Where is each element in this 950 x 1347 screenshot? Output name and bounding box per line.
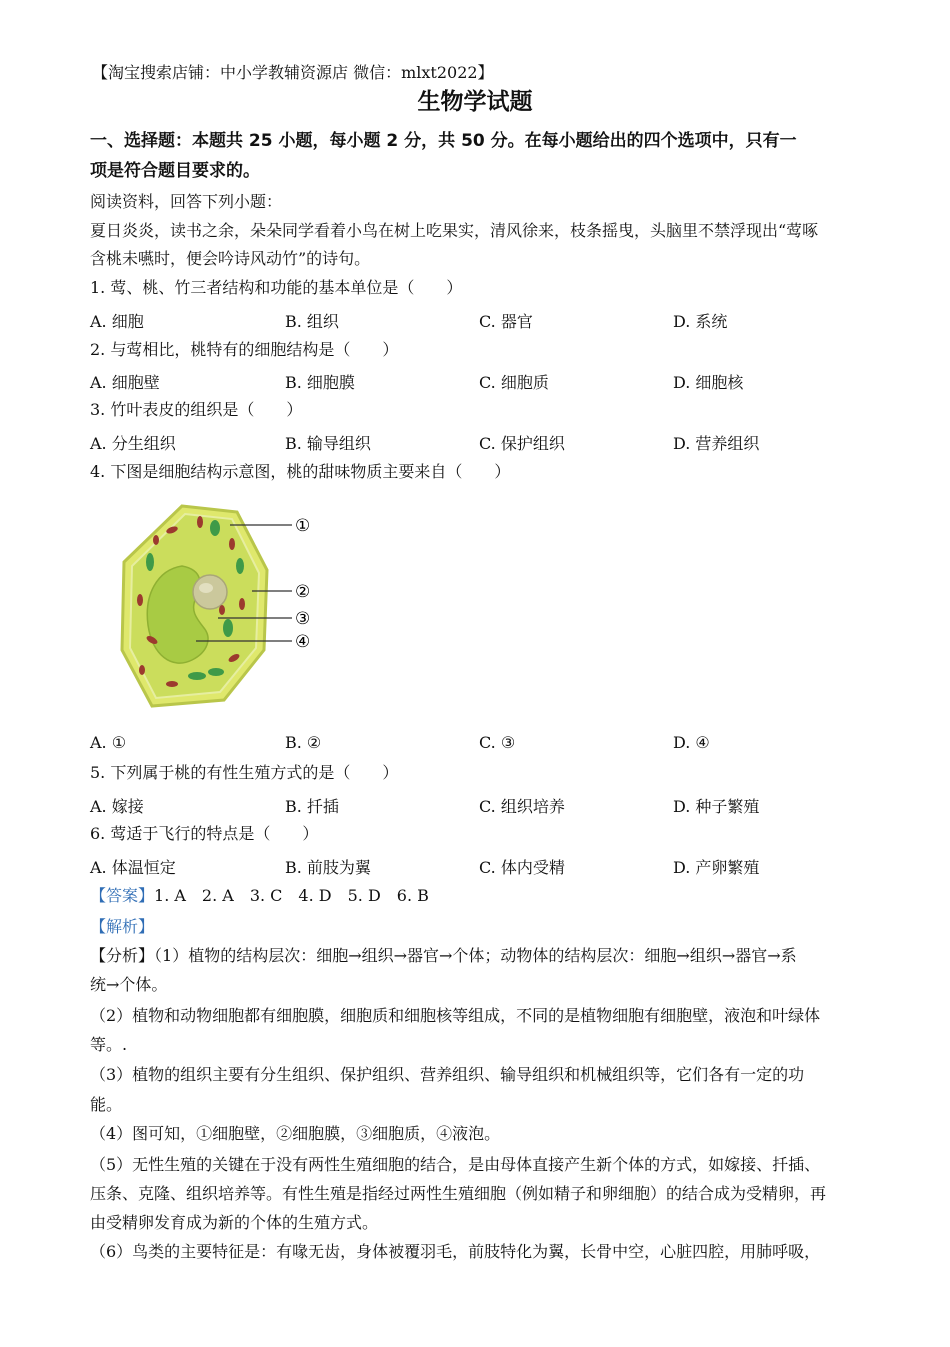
mitochondrion (139, 665, 145, 675)
option-c: C. 细胞质 (479, 373, 549, 392)
analysis-line: （6）鸟类的主要特征是：有喙无齿，身体被覆羽毛，前肢特化为翼，长骨中空，心脏四腔，用肺呼吸， (90, 1242, 821, 1261)
option-c: C. 组织培养 (479, 797, 565, 816)
option-b: B. 组织 (285, 312, 339, 331)
plant-cell-svg (112, 500, 322, 715)
option-b: B. 前肢为翼 (285, 858, 371, 877)
option-a: A. ① (90, 733, 127, 752)
figure-label-3: ③ (295, 609, 311, 629)
figure-label-2: ② (295, 582, 311, 602)
analysis-line: （2）植物和动物细胞都有细胞膜，细胞质和细胞核等组成，不同的是植物细胞有细胞壁，液泡和叶绿体 (90, 1006, 821, 1025)
option-c: C. 器官 (479, 312, 533, 331)
intro-line: 夏日炎炎，读书之余，朵朵同学看着小鸟在树上吃果实，清风徐来，枝条摇曳，头脑里不禁浮现出“莺啄 (90, 221, 819, 240)
mitochondrion (239, 598, 245, 610)
mitochondrion (153, 535, 159, 545)
option-d: D. 细胞核 (673, 373, 744, 392)
question-options-4 (90, 733, 870, 755)
answer-line (90, 886, 429, 906)
analysis-line: 等。. (90, 1035, 128, 1054)
answer-tag: 【答案】 (90, 886, 155, 905)
option-d: D. 产卵繁殖 (673, 858, 760, 877)
option-d: D. 系统 (673, 312, 728, 331)
question-options-2 (90, 370, 870, 392)
chloroplast (223, 619, 233, 637)
question-stem-1: 1. 莺、桃、竹三者结构和功能的基本单位是（ ） (90, 278, 463, 297)
mitochondrion (197, 516, 203, 528)
analysis-text: （1）植物的结构层次：细胞→组织→器官→个体；动物体的结构层次：细胞→组织→器官→系 (154, 946, 797, 965)
mitochondrion (219, 605, 225, 615)
intro-line: 含桃未嚥时，便会吟诗风动竹”的诗句。 (90, 249, 371, 268)
analysis-line: （3）植物的组织主要有分生组织、保护组织、营养组织、输导组织和机械组织等，它们各有一定的功 (90, 1065, 805, 1084)
option-a: A. 体温恒定 (90, 858, 176, 877)
option-c: C. 体内受精 (479, 858, 565, 877)
option-b: B. 输导组织 (285, 434, 371, 453)
section-heading-line2: 项是符合题目要求的。 (90, 161, 260, 181)
question-stem-6: 6. 莺适于飞行的特点是（ ） (90, 824, 319, 843)
option-a: A. 嫁接 (90, 797, 144, 816)
analysis-line: （4）图可知，①细胞壁，②细胞膜，③细胞质，④液泡。 (90, 1124, 501, 1143)
mitochondrion (229, 538, 235, 550)
option-d: D. 营养组织 (673, 434, 760, 453)
question-stem-2: 2. 与莺相比，桃特有的细胞结构是（ ） (90, 340, 399, 359)
mitochondrion (137, 594, 143, 606)
figure-label-1: ① (295, 516, 311, 536)
figure-label-4: ④ (295, 632, 311, 652)
option-d: D. ④ (673, 733, 710, 752)
option-c: C. 保护组织 (479, 434, 565, 453)
question-stem-4: 4. 下图是细胞结构示意图，桃的甜味物质主要来自（ ） (90, 462, 511, 481)
page-title: 生物学试题 (417, 89, 533, 115)
chloroplast (188, 672, 206, 680)
question-options-5 (90, 794, 870, 816)
header-note: 【淘宝搜索店铺：中小学教辅资源店 微信：mlxt2022】 (92, 63, 494, 82)
intro-line: 阅读资料，回答下列小题： (90, 192, 283, 211)
question-options-6 (90, 855, 870, 877)
question-stem-5: 5. 下列属于桃的有性生殖方式的是（ ） (90, 763, 399, 782)
option-c: C. ③ (479, 733, 516, 752)
option-a: A. 细胞 (90, 312, 144, 331)
question-options-1 (90, 309, 870, 331)
option-d: D. 种子繁殖 (673, 797, 760, 816)
option-a: A. 分生组织 (90, 434, 176, 453)
analysis-line (90, 946, 797, 966)
plant-cell-diagram (112, 500, 322, 715)
chloroplast (146, 553, 154, 571)
option-a: A. 细胞壁 (90, 373, 160, 392)
analysis-line: （5）无性生殖的关键在于没有两性生殖细胞的结合，是由母体直接产生新个体的方式，如嫁接、扦插、 (90, 1155, 821, 1174)
question-options-3 (90, 431, 870, 453)
chloroplast (210, 520, 220, 536)
option-b: B. 细胞膜 (285, 373, 355, 392)
nucleolus (199, 583, 213, 593)
question-stem-3: 3. 竹叶表皮的组织是（ ） (90, 400, 303, 419)
option-b: B. ② (285, 733, 322, 752)
analysis-line: 压条、克隆、组织培养等。有性生殖是指经过两性生殖细胞（例如精子和卵细胞）的结合成为受精卵，再 (90, 1184, 827, 1203)
answer-text: 1. A 2. A 3. C 4. D 5. D 6. B (154, 886, 429, 905)
analysis-tag: 【解析】 (90, 917, 155, 936)
option-b: B. 扦插 (285, 797, 339, 816)
section-heading-line1: 一、选择题：本题共 25 小题，每小题 2 分，共 50 分。在每小题给出的四个选项中，只有一 (90, 131, 797, 151)
analysis-line: 统→个体。 (90, 975, 168, 994)
analysis-heading: 【分析】 (90, 946, 155, 965)
chloroplast (208, 668, 224, 676)
chloroplast (236, 558, 244, 574)
mitochondrion (166, 681, 178, 687)
analysis-line: 由受精卵发育成为新的个体的生殖方式。 (90, 1213, 379, 1232)
analysis-line: 能。 (90, 1095, 123, 1114)
